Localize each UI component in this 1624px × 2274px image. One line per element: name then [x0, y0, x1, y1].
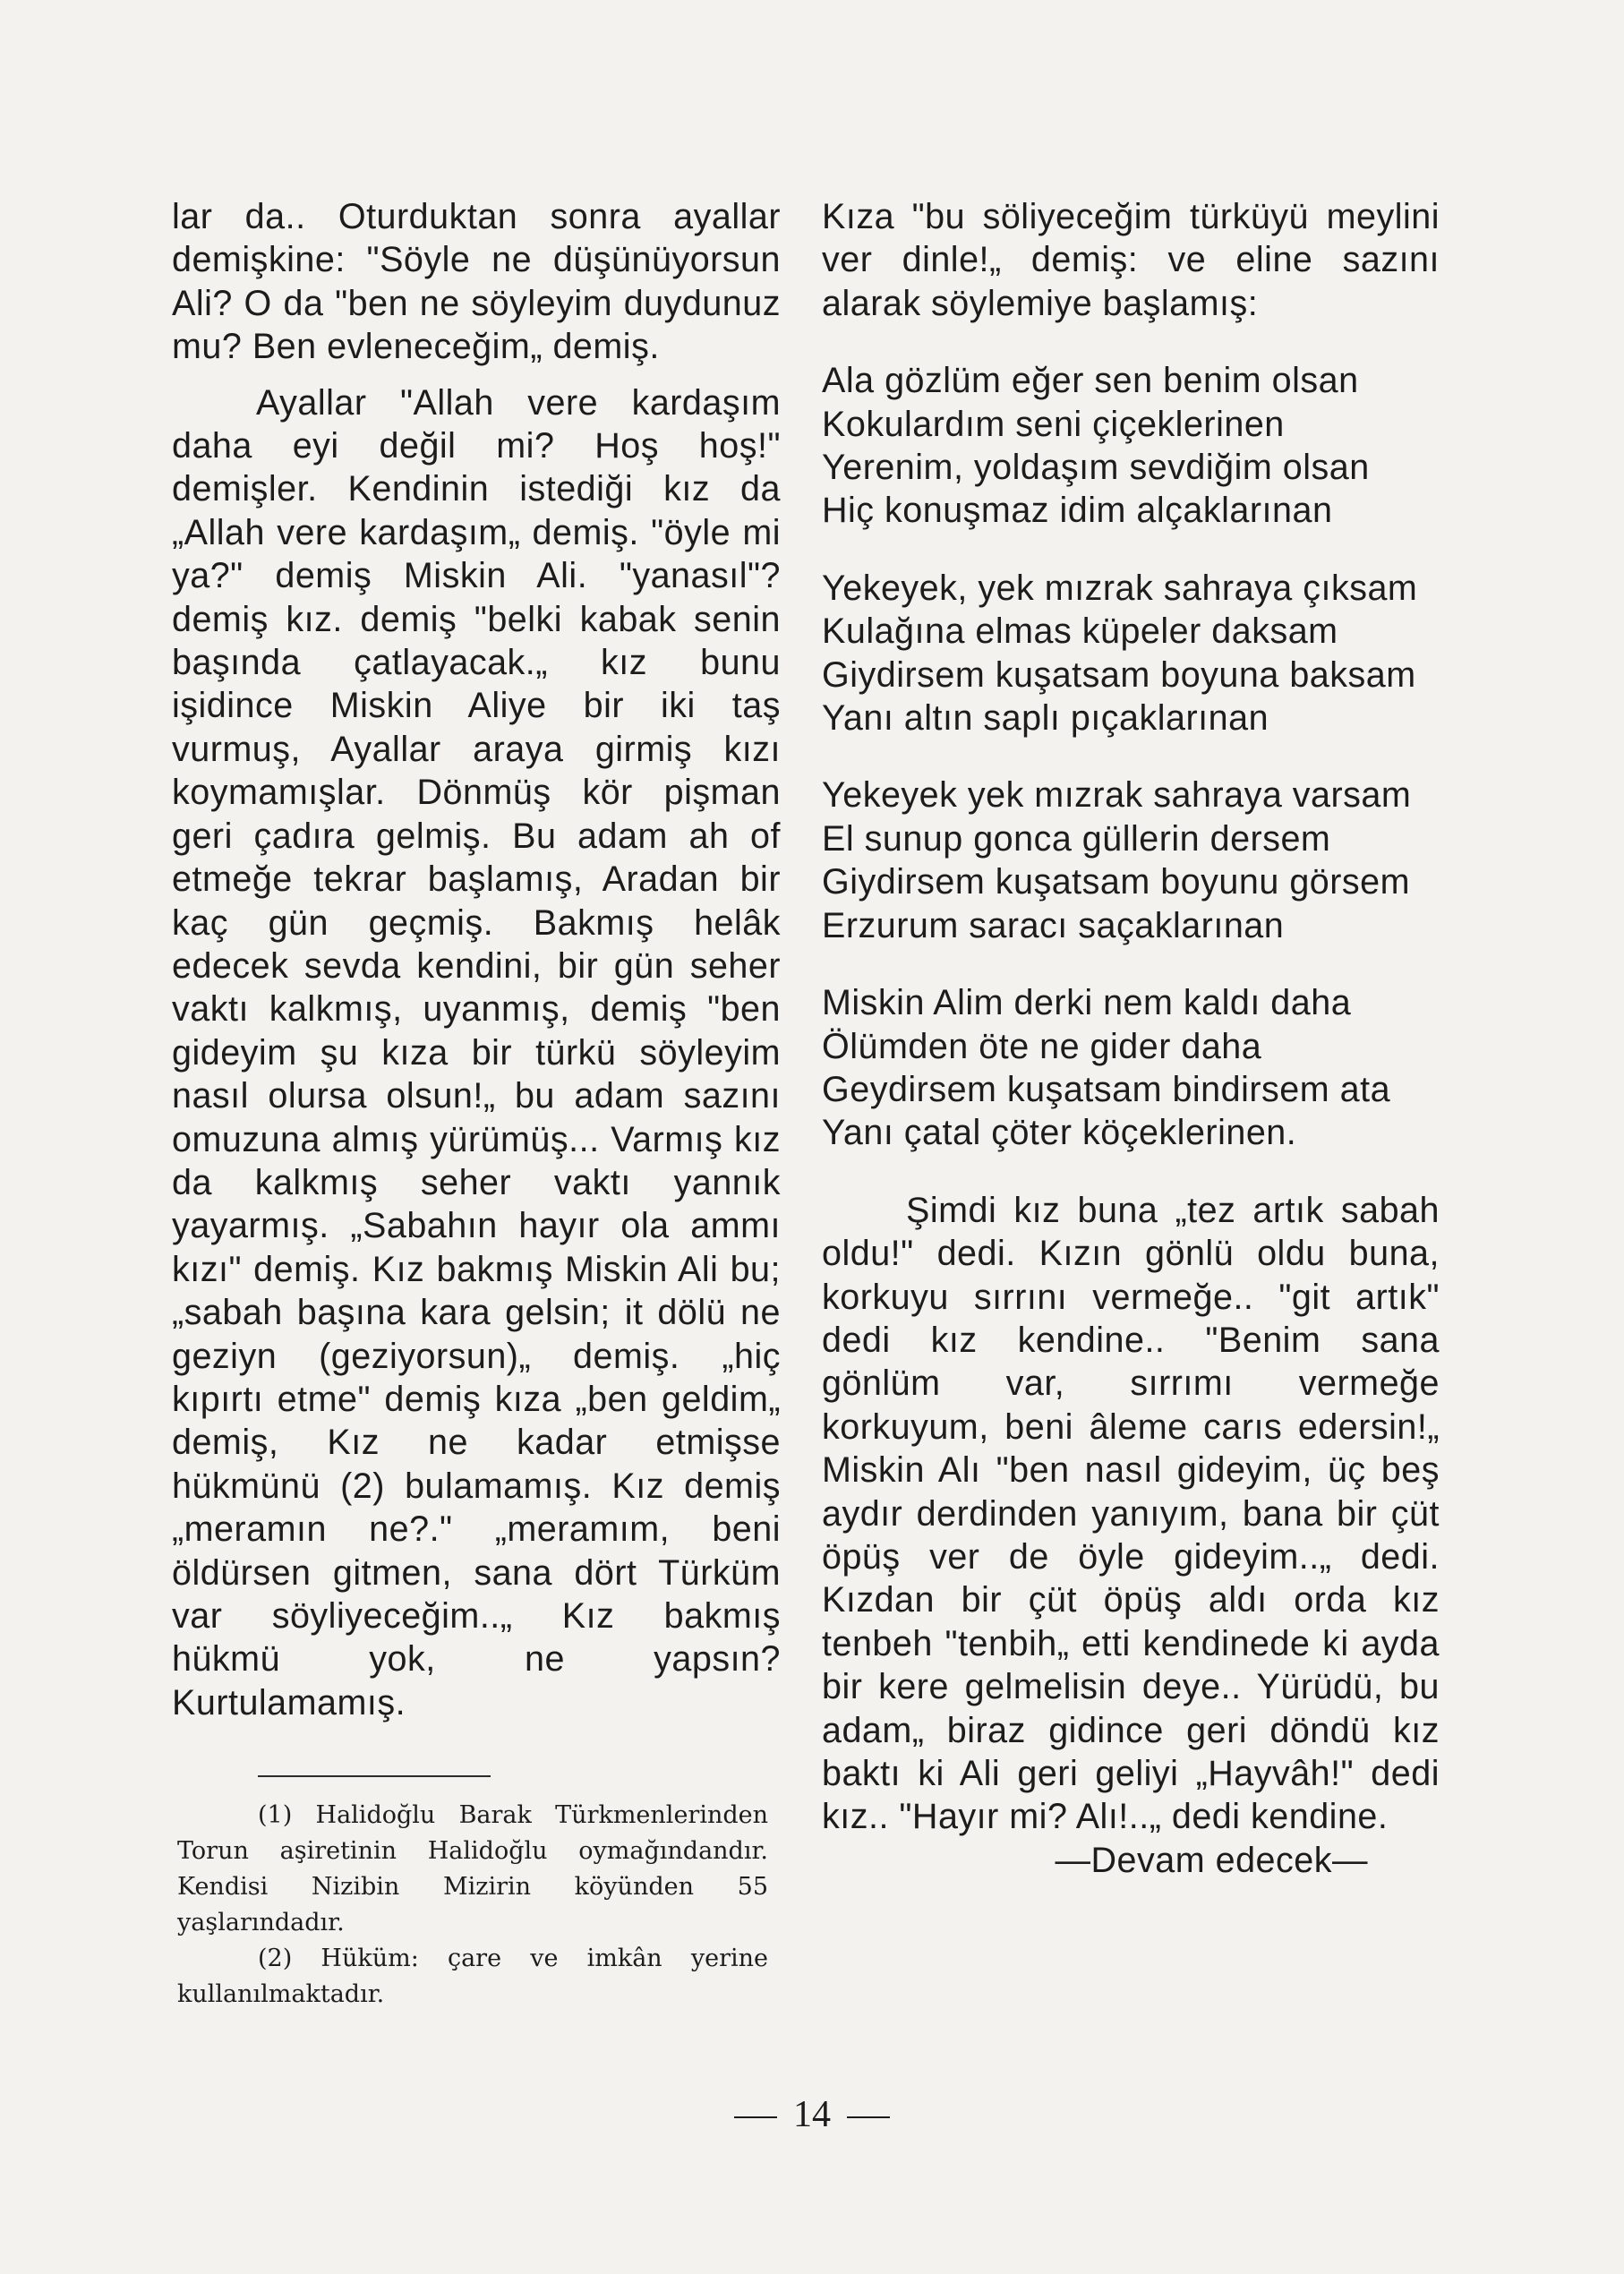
poem-line: Miskin Alim derki nem kaldı daha — [822, 983, 1352, 1023]
poem-line: Yerenim, yoldaşım sevdiğim olsan — [822, 448, 1370, 488]
poem-line: Yekeyek yek mızrak sahraya varsam — [822, 775, 1412, 816]
poem-stanza-4 — [822, 981, 1440, 1155]
poem-line: Yanı altın saplı pıçaklarınan — [822, 698, 1269, 739]
left-continuation-paragraph: lar da.. Oturduktan sonra ayallar demişkine: "Söyle ne düşünüyorsun Ali? O da "ben ne söyleyim duydunuz mu? Ben evleneceğim„ demiş. — [172, 197, 781, 367]
poem-line: Ala gözlüm eğer sen benim olsan — [822, 361, 1359, 401]
page-number-dash-right — [847, 2116, 890, 2118]
continued-note: —Devam edecek— — [1055, 1840, 1368, 1880]
poem-line: Yanı çatal çöter köçeklerinen. — [822, 1113, 1297, 1153]
poem-line: Yekeyek, yek mızrak sahraya çıksam — [822, 568, 1418, 608]
page-number — [0, 2093, 1624, 2136]
poem-line: Kokulardım seni çiçeklerinen — [822, 404, 1285, 444]
poem-line: Giydirsem kuşatsam boyuna baksam — [822, 654, 1416, 695]
poem-stanza-1 — [822, 359, 1440, 533]
poem-line: Kulağına elmas küpeler daksam — [822, 611, 1338, 652]
footnote-divider — [258, 1775, 491, 1777]
page-number-dash-left — [734, 2116, 777, 2118]
poem-line: Geydirsem kuşatsam bindirsem ata — [822, 1069, 1391, 1109]
footnote-1: (1) Halidoğlu Barak Türkmenlerinden Torun aşiretinin Halidoğlu oymağındandır. Kendisi Nizibin Mizirin köyünden 55 yaşlarındadır. — [177, 1801, 768, 1936]
footnote-2: (2) Hüküm: çare ve imkân yerine kullanılmaktadır. — [177, 1945, 768, 2008]
poem-line: Ölümden öte ne gider daha — [822, 1026, 1262, 1066]
poem-line: Erzurum saracı saçaklarınan — [822, 905, 1285, 945]
page-number-value: 14 — [793, 2094, 831, 2135]
left-main-paragraph: Ayallar "Allah vere kardaşım daha eyi değil mi? Hoş hoş!" demişler. Kendinin istediği kız da „Allah vere kardaşım„ demiş. "öyle mi ya?" demiş Miskin Ali. "yanasıl"? demiş kız. demiş "belki kabak senin başında çatlayacak.„ kız bunu işidince Miskin Aliye bir iki taş vurmuş, Ayallar araya girmiş kızı koymamışlar. Dönmüş kör pişman geri çadıra gelmiş. Bu adam ah of etmeğe tekrar başlamış, Aradan bir kaç gün geçmiş. Bakmış helâk edecek sevda kendini, bir gün seher vaktı kalkmış, uyanmış, demiş "ben gideyim şu kıza bir türkü söyleyim nasıl olursa olsun!„ bu adam sazını omuzuna almış yürümüş... Varmış kız da kalkmış seher vaktı yannık yayarmış. „Sabahın hayır ola ammı kızı" demiş. Kız bakmış Miskin Ali bu; „sabah başına kara gelsin; it dölü ne geziyn (geziyorsun)„ demiş. „hiç kıpırtı etme" demiş kıza „ben geldim„ demiş, Kız ne kadar etmişse hükmünü (2) bulamamış. Kız demiş „meramın ne?." „meramım, beni öldürsen gitmen, sana dört Türküm var söyliyeceğim..„ Kız bakmış hükmü yok, ne yapsın? Kurtulamamış. — [172, 382, 781, 1723]
right-main-paragraph: Şimdi kız buna „tez artık sabah oldu!" dedi. Kızın gönlü oldu buna, korkuyu sırrını vermeğe.. "git artık" dedi kız kendine.. "Benim sana gönlüm var, sırrımı vermeğe korkuyum, beni âleme carıs edersin!„ Miskin Alı "ben nasıl gideyim, üç beş aydır derdinden yanıyım, bana bir çüt öpüş ver de öyle gideyim..„ dedi. Kızdan bir çüt öpüş aldı orda kız tenbeh "tenbih„ etti kendinede ki ayda bir kere gelmelisin deye.. Yürüdü, bu adam„ biraz gidince geri döndü kız baktı ki Ali geri geliyi „Hayvâh!" dedi kız.. "Hayır mi? Alı!..„ dedi kendine. — [822, 1190, 1440, 1837]
right-intro-paragraph: Kıza "bu söliyeceğim türküyü meylini ver dinle!„ demiş: ve eline sazını alarak söylemiye başlamış: — [822, 197, 1440, 323]
poem-line: Giydirsem kuşatsam boyunu görsem — [822, 862, 1411, 902]
poem-stanza-2 — [822, 567, 1440, 740]
right-column — [822, 195, 1440, 1882]
poem-stanza-3 — [822, 774, 1440, 947]
poem-line: Hiç konuşmaz idim alçaklarınan — [822, 491, 1333, 531]
footnotes — [177, 1798, 768, 2013]
poem-line: El sunup gonca güllerin dersem — [822, 818, 1331, 859]
left-column — [172, 195, 781, 1724]
